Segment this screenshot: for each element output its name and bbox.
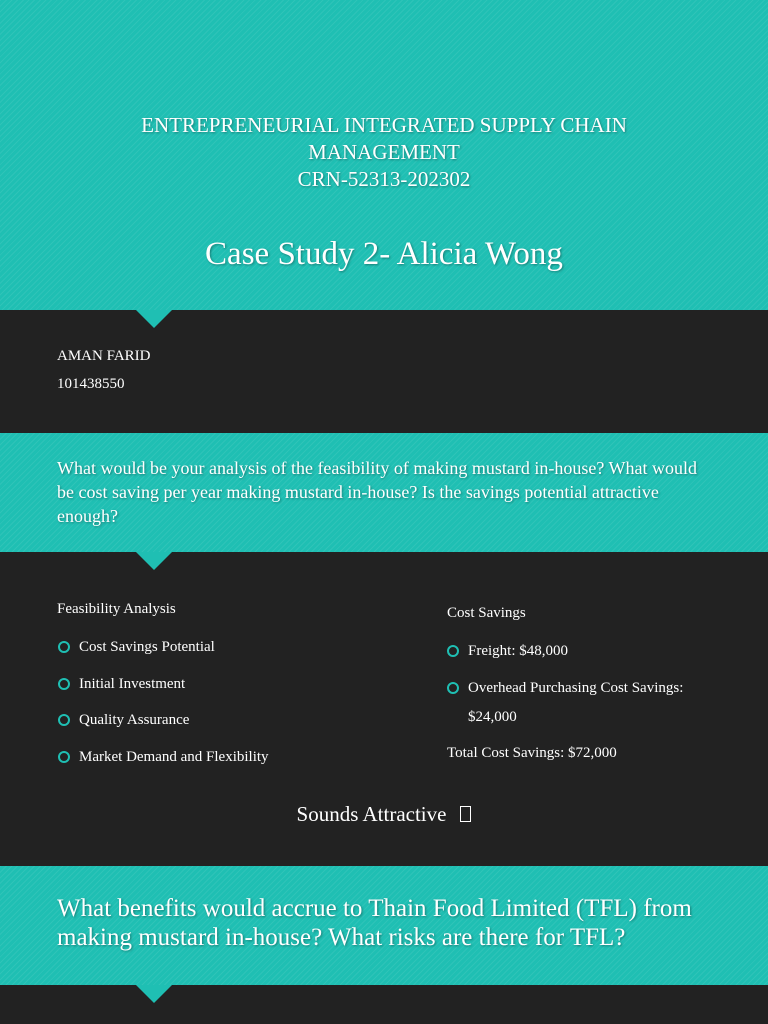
list-item: Freight: $48,000: [468, 637, 568, 666]
next-section: [0, 985, 768, 1024]
case-study-title: Case Study 2- Alicia Wong: [205, 236, 563, 272]
question-two-text: What benefits would accrue to Thain Food Limited (TFL) from making mustard in-house? What risks are there for TFL?: [57, 895, 692, 951]
course-crn: CRN-52313-202302: [297, 167, 471, 191]
total-cost-savings: Total Cost Savings: $72,000: [447, 745, 617, 761]
verdict: [0, 802, 768, 827]
list-item: Initial Investment: [79, 670, 185, 699]
bullet-icon: [58, 641, 70, 653]
cost-savings-heading: Cost Savings: [447, 605, 526, 621]
list-item: Overhead Purchasing Cost Savings:: [468, 674, 683, 703]
title-section: [0, 0, 768, 310]
author-name: AMAN FARID: [57, 348, 151, 364]
verdict-text: Sounds Attractive: [296, 802, 447, 826]
question-one-section: [0, 433, 768, 552]
bullet-icon: [58, 678, 70, 690]
course-title-line: MANAGEMENT: [308, 140, 460, 164]
feasibility-heading: Feasibility Analysis: [57, 601, 176, 617]
bullet-icon: [58, 751, 70, 763]
author-section: [0, 310, 768, 433]
question-one-text: What would be your analysis of the feasibility of making mustard in-house? What would be cost saving per year making mustard in-house? Is the savings potential attractive enough?: [57, 458, 698, 526]
section-pointer: [136, 552, 172, 570]
student-id: 101438550: [57, 376, 125, 392]
course-title-line: ENTREPRENEURIAL INTEGRATED SUPPLY CHAIN: [141, 113, 627, 137]
list-item: Cost Savings Potential: [79, 633, 215, 662]
analysis-section: [0, 552, 768, 866]
list-item-continued: $24,000: [468, 709, 517, 725]
list-item: Market Demand and Flexibility: [79, 743, 269, 772]
course-title: [0, 112, 768, 193]
section-pointer: [136, 310, 172, 328]
bullet-icon: [447, 682, 459, 694]
section-pointer: [136, 985, 172, 1003]
bullet-icon: [58, 714, 70, 726]
question-two-section: [0, 866, 768, 985]
bullet-icon: [447, 645, 459, 657]
list-item: Quality Assurance: [79, 706, 189, 735]
missing-glyph-icon: [460, 806, 471, 822]
